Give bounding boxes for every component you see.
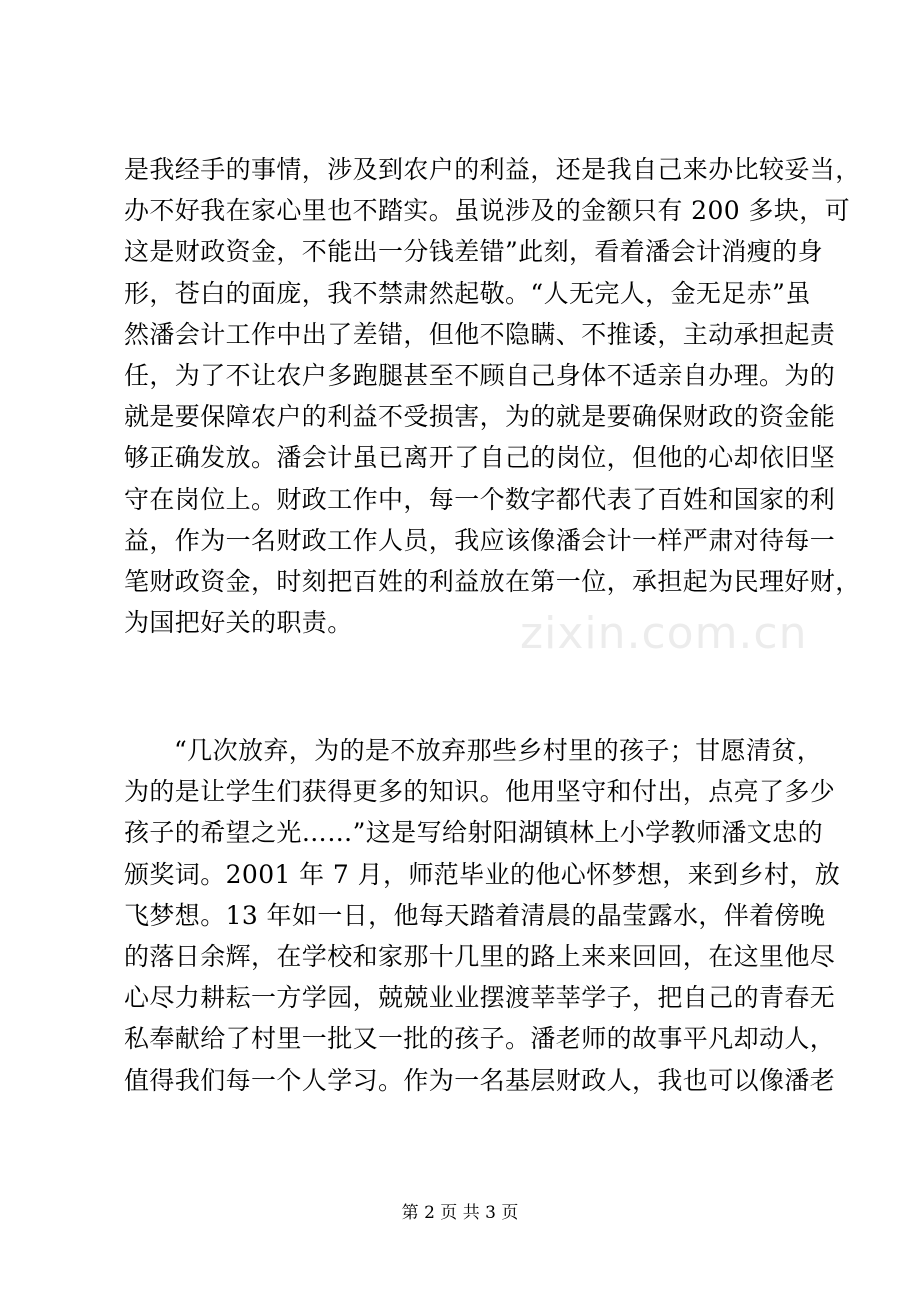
text-line: 为的是让学生们获得更多的知识。他用坚守和付出，点亮了多少 [124, 777, 836, 807]
page-footer: 第 2 页 共 3 页 [401, 1203, 519, 1223]
text-line: 孩子的希望之光……”这是写给射阳湖镇林上小学教师潘文忠的 [124, 818, 823, 848]
text-line: 这是财政资金，不能出一分钱差错”此刻，看着潘会计消瘦的身 [124, 237, 823, 267]
text-line: 为国把好关的职责。 [124, 608, 353, 638]
text-line: 的落日余辉，在学校和家那十几里的路上来来回回，在这里他尽 [124, 941, 836, 971]
text-line: 是我经手的事情，涉及到农户的利益，还是我自己来办比较妥当， [124, 155, 861, 184]
text-line: 心尽力耕耘一方学园，兢兢业业摆渡莘莘学子，把自己的青春无 [124, 983, 836, 1013]
paragraph-1 [124, 149, 861, 643]
text-line: 飞梦想。13 年如一日，他每天踏着清晨的晶莹露水，伴着傍晚 [124, 900, 826, 930]
text-line: 然潘会计工作中出了差错，但他不隐瞒、不推诿，主动承担起责 [124, 319, 836, 349]
text-line: 值得我们每一个人学习。作为一名基层财政人，我也可以像潘老 [124, 1065, 836, 1095]
watermark: zixin.com.cn [520, 608, 808, 659]
text-line: 守在岗位上。财政工作中，每一个数字都代表了百姓和国家的利 [124, 484, 836, 514]
text-line: 笔财政资金，时刻把百姓的利益放在第一位，承担起为民理好财， [124, 566, 861, 596]
text-line: 颁奖词。2001 年 7 月，师范毕业的他心怀梦想，来到乡村，放 [124, 859, 841, 889]
paragraph-2 [124, 730, 841, 1101]
text-line: “几次放弃，为的是不放弃那些乡村里的孩子；甘愿清贫， [174, 736, 823, 765]
text-line: 任，为了不让农户多跑腿甚至不顾自己身体不适亲自办理。为的 [124, 360, 836, 390]
text-line: 够正确发放。潘会计虽已离开了自己的岗位，但他的心却依旧坚 [124, 443, 836, 473]
text-line: 私奉献给了村里一批又一批的孩子。潘老师的故事平凡却动人， [124, 1024, 836, 1054]
text-line: 就是要保障农户的利益不受损害，为的就是要确保财政的资金能 [124, 402, 836, 432]
text-line: 形，苍白的面庞，我不禁肃然起敬。“人无完人，金无足赤”虽 [124, 278, 811, 308]
text-line: 益，作为一名财政工作人员，我应该像潘会计一样严肃对待每一 [124, 525, 836, 555]
text-line: 办不好我在家心里也不踏实。虽说涉及的金额只有 200 多块，可 [124, 196, 851, 226]
